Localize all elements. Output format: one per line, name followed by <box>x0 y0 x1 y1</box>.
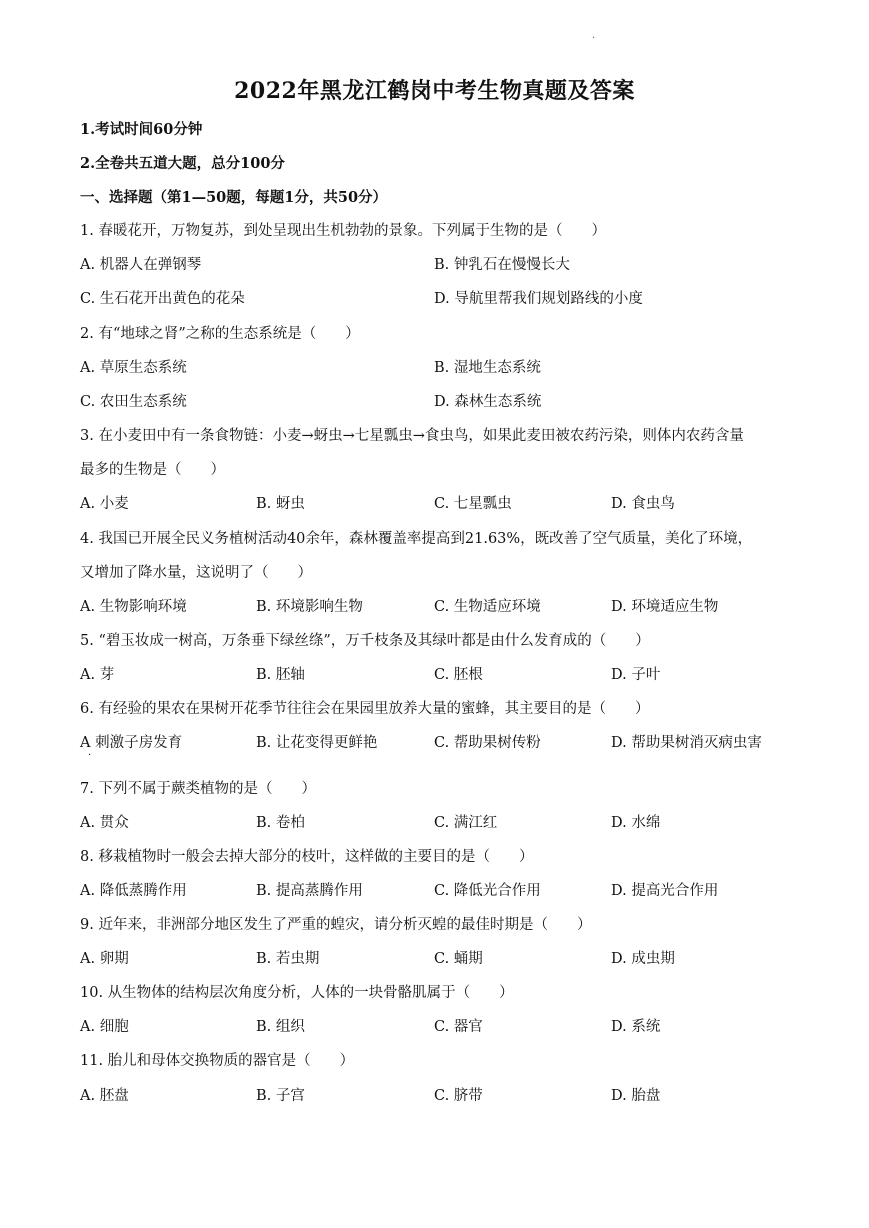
question-8-options <box>80 881 800 901</box>
question-7-option-c: C. 满江红 <box>434 815 498 831</box>
question-6-option-b: B. 让花变得更鲜艳 <box>256 735 378 751</box>
question-1-option-b: B. 钟乳石在慢慢长大 <box>434 257 570 273</box>
question-5-option-a: A. 芽 <box>80 667 115 683</box>
question-2-option-b: B. 湿地生态系统 <box>434 360 541 376</box>
question-6-option-d: D. 帮助果树消灭病虫害 <box>611 735 762 751</box>
question-1-option-d: D. 导航里帮我们规划路线的小度 <box>434 291 643 307</box>
question-2-options-row2 <box>80 392 800 412</box>
page-title: 2022年黑龙江鹤岗中考生物真题及答案 <box>234 78 635 104</box>
question-1-option-a: A. 机器人在弹钢琴 <box>80 257 202 273</box>
header-dot: . <box>592 30 596 41</box>
question-11-stem: 11. 胎儿和母体交换物质的器官是（ ） <box>80 1053 355 1069</box>
question-1-options-row2 <box>80 289 800 309</box>
question-3-option-d: D. 食虫鸟 <box>611 496 675 512</box>
question-5-stem: 5. “碧玉妆成一树高，万条垂下绿丝绦”，万千枝条及其绿叶都是由什么发育成的（ ） <box>80 633 650 649</box>
question-6-mark: · <box>88 750 92 761</box>
question-11-option-c: C. 脐带 <box>434 1088 483 1104</box>
question-6-stem: 6. 有经验的果农在果树开花季节往往会在果园里放养大量的蜜蜂，其主要目的是（ ） <box>80 701 650 717</box>
question-4-option-c: C. 生物适应环境 <box>434 599 541 615</box>
section-heading: 一、选择题（第1—50题，每题1分，共50分） <box>80 189 388 206</box>
question-3-stem-line2: 最多的生物是（ ） <box>80 462 225 478</box>
question-5-option-c: C. 胚根 <box>434 667 483 683</box>
question-8-stem: 8. 移栽植物时一般会去掉大部分的枝叶，这样做的主要目的是（ ） <box>80 849 534 865</box>
question-2-option-c: C. 农田生态系统 <box>80 394 187 410</box>
question-1-option-c: C. 生石花开出黄色的花朵 <box>80 291 245 307</box>
question-2-option-a: A. 草原生态系统 <box>80 360 187 376</box>
question-10-option-d: D. 系统 <box>611 1019 661 1035</box>
question-10-option-a: A. 细胞 <box>80 1019 129 1035</box>
question-9-options <box>80 949 800 969</box>
question-4-option-b: B. 环境影响生物 <box>256 599 363 615</box>
question-5-option-b: B. 胚轴 <box>256 667 305 683</box>
question-2-option-d: D. 森林生态系统 <box>434 394 542 410</box>
question-3-option-b: B. 蚜虫 <box>256 496 305 512</box>
question-9-option-b: B. 若虫期 <box>256 951 320 967</box>
question-6-options <box>80 733 800 753</box>
question-8-option-d: D. 提高光合作用 <box>611 883 719 899</box>
question-10-stem: 10. 从生物体的结构层次角度分析，人体的一块骨骼肌属于（ ） <box>80 985 514 1001</box>
question-3-option-a: A. 小麦 <box>80 496 129 512</box>
question-9-option-a: A. 卵期 <box>80 951 129 967</box>
question-7-options <box>80 813 800 833</box>
question-11-option-d: D. 胎盘 <box>611 1088 661 1104</box>
note-exam-time: 1.考试时间60分钟 <box>80 121 203 138</box>
question-4-stem-line1: 4. 我国已开展全民义务植树活动40余年，森林覆盖率提高到21.63%，既改善了空气质量，美化了环境， <box>80 531 753 547</box>
question-3-options <box>80 494 800 514</box>
question-7-stem: 7. 下列不属于蕨类植物的是（ ） <box>80 781 316 797</box>
question-5-option-d: D. 子叶 <box>611 667 661 683</box>
question-4-options <box>80 597 800 617</box>
question-8-option-c: C. 降低光合作用 <box>434 883 541 899</box>
question-1-options-row1 <box>80 255 800 275</box>
question-7-option-a: A. 贯众 <box>80 815 129 831</box>
question-11-option-a: A. 胚盘 <box>80 1088 129 1104</box>
question-10-option-c: C. 器官 <box>434 1019 483 1035</box>
question-3-stem-line1: 3. 在小麦田中有一条食物链：小麦→蚜虫→七星瓢虫→食虫鸟，如果此麦田被农药污染，则体内农药含量 <box>80 428 744 444</box>
question-8-option-b: B. 提高蒸腾作用 <box>256 883 363 899</box>
question-11-option-b: B. 子宫 <box>256 1088 305 1104</box>
question-4-stem-line2: 又增加了降水量，这说明了（ ） <box>80 565 312 581</box>
question-5-options <box>80 665 800 685</box>
question-8-option-a: A. 降低蒸腾作用 <box>80 883 187 899</box>
question-3-option-c: C. 七星瓢虫 <box>434 496 512 512</box>
note-total-score: 2.全卷共五道大题，总分100分 <box>80 155 285 172</box>
question-7-option-b: B. 卷柏 <box>256 815 305 831</box>
question-6-option-a: A 刺激子房发育 <box>80 735 183 751</box>
question-11-options <box>80 1086 800 1106</box>
question-6-option-c: C. 帮助果树传粉 <box>434 735 541 751</box>
question-9-option-d: D. 成虫期 <box>611 951 675 967</box>
question-2-options-row1 <box>80 358 800 378</box>
question-9-stem: 9. 近年来，非洲部分地区发生了严重的蝗灾，请分析灭蝗的最佳时期是（ ） <box>80 917 592 933</box>
question-9-option-c: C. 蛹期 <box>434 951 483 967</box>
question-7-option-d: D. 水绵 <box>611 815 661 831</box>
question-4-option-d: D. 环境适应生物 <box>611 599 719 615</box>
question-10-option-b: B. 组织 <box>256 1019 305 1035</box>
question-4-option-a: A. 生物影响环境 <box>80 599 187 615</box>
question-2-stem: 2. 有“地球之肾”之称的生态系统是（ ） <box>80 326 360 342</box>
question-10-options <box>80 1017 800 1037</box>
question-1-stem: 1. 春暖花开，万物复苏，到处呈现出生机勃勃的景象。下列属于生物的是（ ） <box>80 223 606 239</box>
